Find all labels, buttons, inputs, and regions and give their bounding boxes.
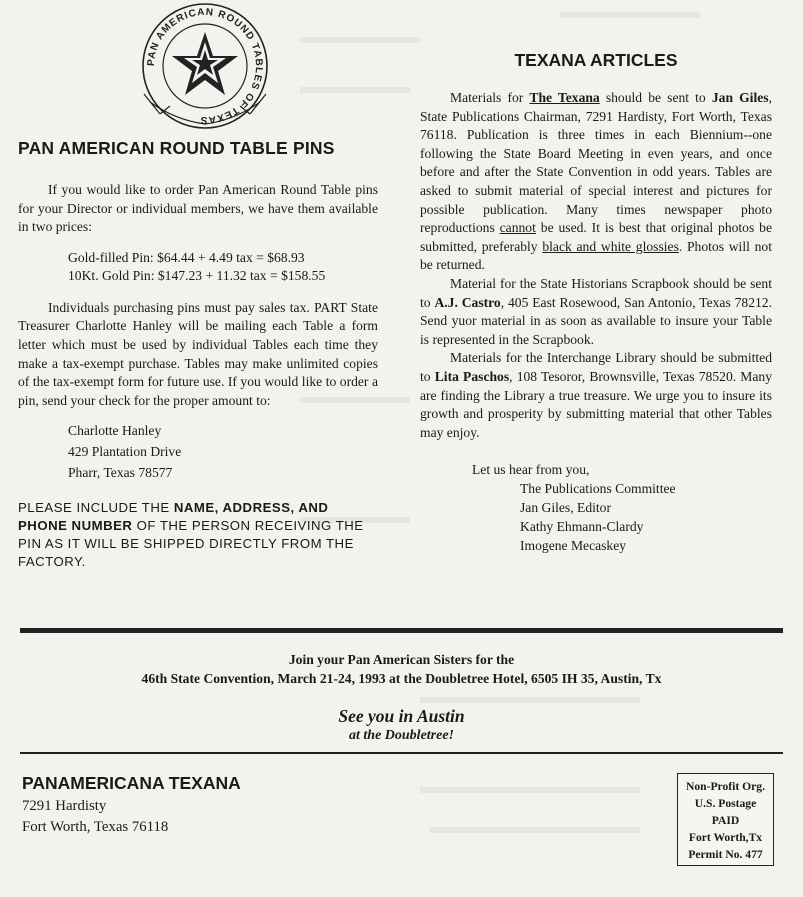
mailer-city: Fort Worth, Texas 76118 xyxy=(22,819,169,835)
pin-price-list xyxy=(68,249,378,285)
price-gold-filled: Gold-filled Pin: $64.44 + 4.49 tax = $68.93 xyxy=(68,249,305,265)
round-table-seal-logo xyxy=(130,2,280,134)
pins-article xyxy=(18,138,378,571)
postage-line: Permit No. 477 xyxy=(688,848,763,861)
convention-announcement xyxy=(20,650,783,688)
texana-article xyxy=(420,50,772,555)
see-you-line: See you in Austin xyxy=(338,706,465,726)
postage-line: PAID xyxy=(711,814,740,827)
mailer-title: PANAMERICANA TEXANA xyxy=(22,773,241,793)
signoff-member: Imogene Mecaskey xyxy=(520,538,627,554)
address-name: Charlotte Hanley xyxy=(68,423,162,439)
section-divider-thin xyxy=(20,752,783,754)
return-address-block xyxy=(22,772,422,838)
editor-name: Jan Giles xyxy=(711,90,769,105)
address-street: 429 Plantation Drive xyxy=(68,444,182,460)
section-divider-thick xyxy=(20,628,783,633)
convention-line-2: 46th State Convention, March 21-24, 1993 at the Doubletree Hotel, 6505 IH 35, Austin, Tx xyxy=(141,671,662,686)
see-you-in-austin xyxy=(20,705,783,745)
mailer-street: 7291 Hardisty xyxy=(22,798,107,814)
librarian-name: Lita Paschos xyxy=(434,368,510,384)
pins-body: Individuals purchasing pins must pay sales tax. PART State Treasurer Charlotte Hanley will be mailing each Table a form letter which must be used by individual Tables each time they make a tax-exempt purchase. Tables may make unlimited copies of the tax-exempt form for future use. If you would like to order a pin, send your check for the proper amount to: xyxy=(18,299,378,408)
committee-signoff xyxy=(472,460,772,555)
signoff-committee: The Publications Committee xyxy=(520,481,676,497)
publication-name: The Texana xyxy=(529,90,600,105)
postage-line: Non-Profit Org. xyxy=(686,780,765,793)
signoff-member: Kathy Ehmann-Clardy xyxy=(520,519,644,535)
pins-heading: PAN AMERICAN ROUND TABLE PINS xyxy=(18,138,335,158)
scrapbook-paragraph: Material for the State Historians Scrapbook should be sent to A.J. Castro, 405 East Rosewood, San Antonio, Texas 78212. Send yuor material in as soon as available to insure your Table is represented in the Scrapbook. xyxy=(420,275,772,347)
address-city: Pharr, Texas 78577 xyxy=(68,465,173,481)
treasurer-address xyxy=(68,420,378,483)
notice-required-fields: NAME, ADDRESS, AND PHONE NUMBER xyxy=(18,500,329,534)
price-10kt-gold: 10Kt. Gold Pin: $147.23 + 11.32 tax = $158.55 xyxy=(68,267,326,283)
postage-line: Fort Worth,Tx xyxy=(688,831,763,844)
texana-heading: TEXANA ARTICLES xyxy=(514,50,678,70)
seal-ring-text: PAN AMERICAN ROUND TABLES OF TEXAS xyxy=(145,6,265,126)
texana-submission-paragraph: Materials for The Texana should be sent to Jan Giles, State Publications Chairman, 7291 Hardisty, Fort Worth, Texas 76118. Publication is three times in each Biennium--one following the State Board Meeting in even years, and once before and after the State Convention in odd years. Tables are asked to submit material of special interest and pictures for possible publication. Many times newspaper photo reproductions cannot be used. It is best that original photos be submitted, preferably black and white glossies. Photos will not be returned. xyxy=(420,90,772,273)
historian-name: A.J. Castro xyxy=(434,294,501,310)
postage-indicia-box xyxy=(677,773,774,866)
signoff-intro: Let us hear from you, xyxy=(472,462,590,478)
signoff-editor: Jan Giles, Editor xyxy=(520,500,611,516)
doubletree-line: at the Doubletree! xyxy=(349,728,454,743)
shipping-notice: PLEASE INCLUDE THE NAME, ADDRESS, AND PHONE NUMBER OF THE PERSON RECEIVING THE PIN AS IT WILL BE SHIPPED DIRECTLY FROM THE FACTORY. xyxy=(18,500,364,570)
postage-line: U.S. Postage xyxy=(694,797,757,810)
pins-intro: If you would like to order Pan American Round Table pins for your Director or individual members, we have them available in two prices: xyxy=(18,182,378,235)
library-paragraph: Materials for the Interchange Library should be submitted to Lita Paschos, 108 Tesoror, Brownsville, Texas 78520. Many are finding the Library a true treasure. We urge you to insure its growth and prosperity by submitting material that other Tables may enjoy. xyxy=(420,350,773,440)
convention-line-1: Join your Pan American Sisters for the xyxy=(288,652,515,667)
